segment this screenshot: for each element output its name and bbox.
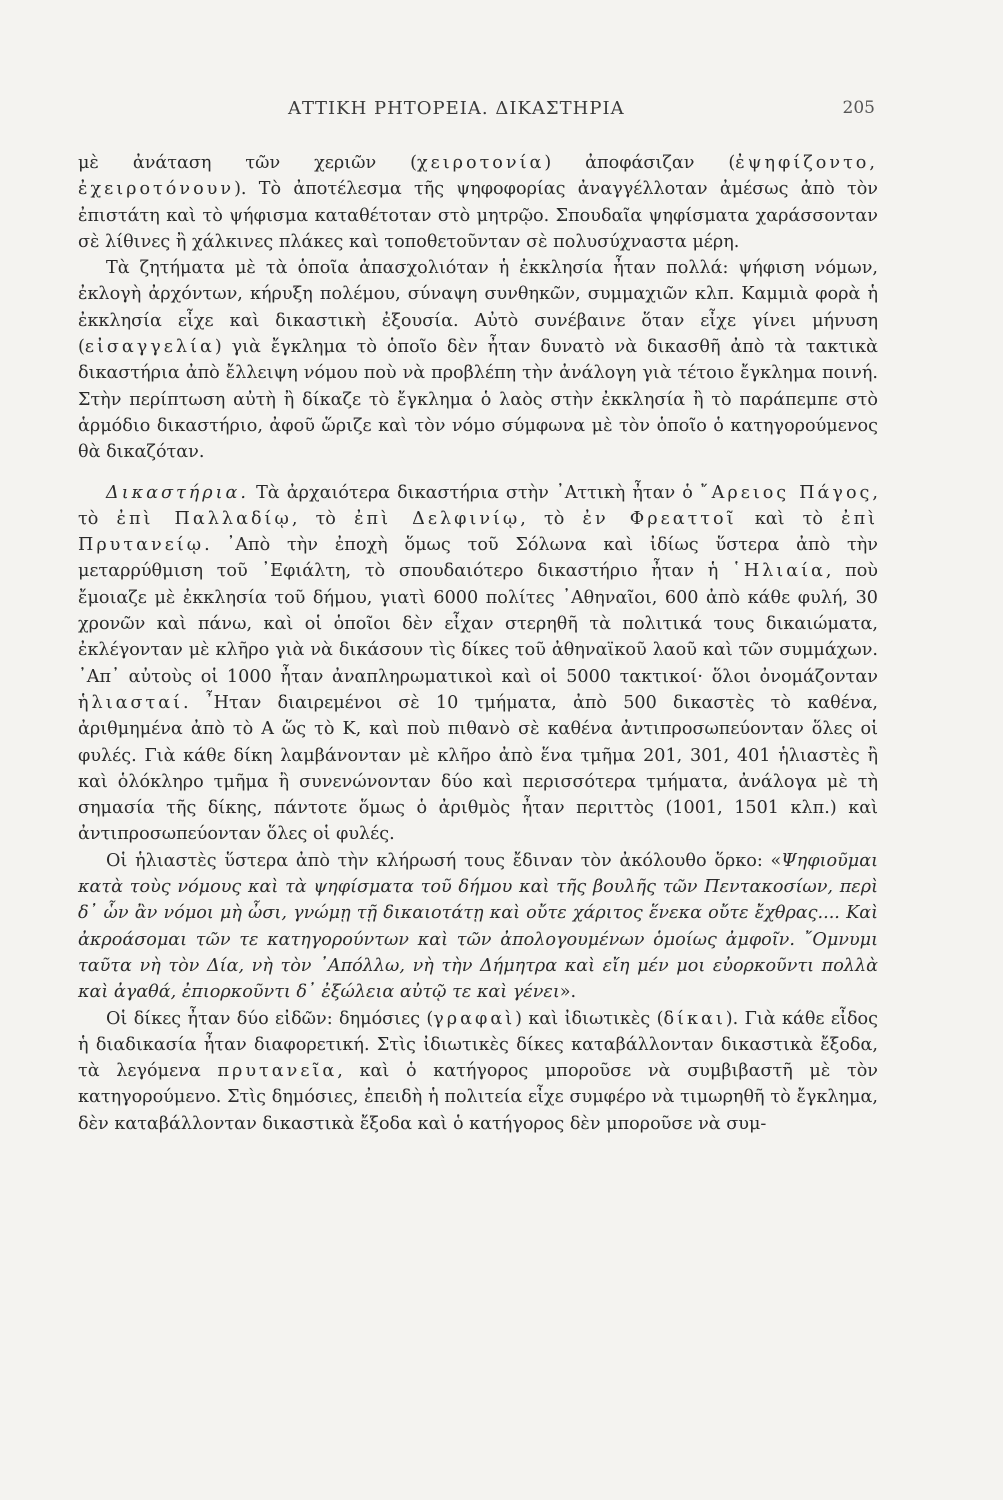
text-segment: ἐψηφίζοντο, ἐχειροτόνουν [78, 153, 878, 200]
text-segment: Οἱ ἡλιαστὲς ὕστερα ἀπὸ τὴν κλήρωσή τους ἔδιναν τὸν ἀκόλουθο ὅρκο: « [106, 850, 782, 871]
text-segment: ἐν Φρεαττοῖ [582, 508, 737, 529]
paragraph-1 [78, 150, 878, 255]
text-segment: χειροτονία [416, 153, 545, 173]
paragraph-4-oath [78, 848, 878, 1006]
text-segment: ) γιὰ ἔγκλημα τὸ ὁποῖο δὲν ἦταν δυνατὸ νὰ δικασθῆ ἀπὸ τὰ τακτικὰ δικαστήρια ἀπὸ ἔλλειψη νόμου ποὺ νὰ προβλέπη τὴν ἀνάλογη γιὰ τέτοιο ἔγκλημα ποινή. Στὴν περίπτωση αὐτὴ ἢ δίκαζε τὸ ἔγκλημα ὁ λαὸς στὴν ἐκκλησία ἢ τὸ παράπεμπε στὸ ἁρμόδιο δικαστήριο, ἀφοῦ ὥριζε καὶ τὸν νόμο σύμφωνα μὲ τὸν ὁποῖο ὁ κατηγορούμενος θὰ δικαζόταν. [78, 337, 878, 463]
text-segment: ἐπὶ Πρυτανείῳ [78, 508, 879, 556]
text-segment: , καὶ ὁ κατήγορος μποροῦσε νὰ συμβιβαστῆ μὲ τὸν κατηγορούμενο. Στὶς δημόσιες, ἐπειδὴ ἡ πολιτεία εἶχε συμφέρο νὰ τιμωρηθῆ τὸ ἔγκλημα, δὲν καταβάλλονταν δικαστικὰ ἔξοδα καὶ ὁ κατήγορος δὲν μποροῦσε νὰ συμ- [78, 1061, 878, 1134]
text-segment: Τὰ ἀρχαιότερα δικαστήρια στὴν ᾽Αττικὴ ἦταν ὁ [249, 482, 700, 503]
page-header [78, 98, 875, 122]
text-segment: , τὸ [520, 508, 583, 529]
running-head: ΑΤΤΙΚΗ ΡΗΤΟΡΕΙΑ. ΔΙΚΑΣΤΗΡΙΑ [288, 98, 625, 119]
text-segment: Δικαστήρια. [106, 482, 250, 503]
text-segment: πρυτανεῖα [217, 1061, 338, 1082]
page-body [78, 150, 878, 1137]
text-segment: ) καὶ ἰδιωτικὲς ( [515, 1008, 664, 1029]
text-segment: , τὸ [78, 482, 878, 529]
text-segment: καὶ τὸ [736, 508, 842, 529]
text-segment: δίκαι [663, 1008, 726, 1029]
text-segment: Τὰ ζητήματα μὲ τὰ ὁποῖα ἀπασχολιόταν ἡ ἐκκλησία ἦταν πολλά: ψήφιση νόμων, ἐκλογὴ ἀρχόντων, κήρυξη πολέμου, σύναψη συνθηκῶν, συμμαχιῶν κλπ. Καμμιὰ φορὰ ἡ ἐκκλησία εἶχε καὶ δικαστικὴ ἐξουσία. Αὐτὸ συνέβαινε ὅταν εἶχε γίνει μήνυση ( [78, 258, 878, 358]
paragraph-2 [78, 255, 878, 465]
text-segment: , ποὺ ἔμοιαζε μὲ ἐκκλησία τοῦ δήμου, γιατὶ 6000 πολίτες ᾽Αθηναῖοι, 600 ἀπὸ κάθε φυλή, 30 χρονῶν καὶ πάνω, καὶ οἱ ὁποῖοι δὲν εἶχαν στερηθῆ τὰ πολιτικά τους δικαιώματα, ἐκλέγονταν μὲ κλῆρο γιὰ νὰ δικάσουν τὶς δίκες τοῦ ἀθηναϊκοῦ λαοῦ καὶ τῶν συμμάχων. ᾽Απ᾽ αὐτοὺς οἱ 1000 ἦταν ἀναπληρωματικοὶ καὶ οἱ 5000 τακτικοί· ὅλοι ὀνομάζονταν [78, 561, 878, 687]
text-segment: εἰσαγγελία [84, 337, 215, 358]
text-segment: ῎Αρειος Πάγος [699, 482, 873, 503]
text-segment: ). Τὸ ἀποτέλεσμα τῆς ψηφοφορίας ἀναγγέλλοταν ἀμέσως ἀπὸ τὸν ἐπιστάτη καὶ τὸ ψήφισμα καταθέτοταν στὸ μητρῷο. Σπουδαῖα ψηφίσματα χαράσσονταν σὲ λίθινες ἢ χάλκινες πλάκες καὶ τοποθετοῦνταν σὲ πολυσύχναστα μέρη. [78, 179, 878, 252]
text-segment: Ψηφιοῦμαι κατὰ τοὺς νόμους καὶ τὰ ψηφίσματα τοῦ δήμου καὶ τῆς βουλῆς τῶν Πεντακοσίων, περὶ δ᾽ ὧν ἂν νόμοι μὴ ὦσι, γνώμῃ τῇ δικαιοτάτῃ καὶ οὔτε χάριτος ἕνεκα οὔτε ἔχθρας.... Καὶ ἀκροάσομαι τῶν τε κατηγορούντων καὶ τῶν ἀπολογουμένων ὁμοίως ἀμφοῖν. ῎Ομνυμι ταῦτα νὴ τὸν Δία, νὴ τὸν ᾽Απόλλω, νὴ τὴν Δήμητρα καὶ εἴη μέν μοι εὐορκοῦντι πολλὰ καὶ ἀγαθά, ἐπιορκοῦντι δ᾽ ἐξώλεια αὐτῷ τε καὶ γένει [78, 850, 878, 1003]
text-segment: ἡλιασταί [78, 692, 183, 713]
text-segment: ). Γιὰ κάθε εἶδος ἡ διαδικασία ἦταν διαφορετική. Στὶς ἰδιωτικὲς δίκες καταβάλλονταν δικαστικὰ ἔξοδα, τὰ λεγόμενα [78, 1008, 878, 1082]
text-segment: γραφαὶ [433, 1008, 516, 1029]
text-segment: μὲ ἀνάταση τῶν χεριῶν ( [78, 153, 417, 173]
text-segment: ῾Ηλιαία [732, 561, 826, 582]
page-number: 205 [842, 98, 875, 118]
text-segment: Οἱ δίκες ἦταν δύο εἰδῶν: δημόσιες ( [106, 1008, 434, 1029]
paragraph-5 [78, 1006, 878, 1137]
text-segment: . ῏Ηταν διαιρεμένοι σὲ 10 τμήματα, ἀπὸ 500 δικαστὲς τὸ καθένα, ἀριθμημένα ἀπὸ τὸ Α ὥς τὸ Κ, καὶ ποὺ πιθανὸ σὲ καθένα ἀντιπροσωπεύονταν ὅλες οἱ φυλές. Γιὰ κάθε δίκη λαμβάνονταν μὲ κλῆρο ἀπὸ ἕνα τμῆμα 201, 301, 401 ἡλιαστὲς ἢ καὶ ὁλόκληρο τμῆμα ἢ συνενώνονταν δύο καὶ περισσότερα τμήματα, ἀνάλογα μὲ τὴ σημασία τῆς δίκης, πάντοτε ὅμως ὁ ἀριθμὸς ἦταν περιττὸς (1001, 1501 κλπ.) καὶ ἀντιπροσωπεύονταν ὅλες οἱ φυλές. [78, 692, 878, 845]
text-segment: ) ἀποφάσιζαν ( [544, 153, 736, 173]
paragraph-3-section-dikastiria [78, 480, 878, 848]
text-segment: ». [559, 982, 577, 1003]
text-segment: , τὸ [291, 508, 355, 529]
text-segment: ἐπὶ Δελφινίῳ [354, 508, 521, 529]
text-segment: ἐπὶ Παλλαδίῳ [116, 508, 292, 529]
text-segment: . ᾽Απὸ τὴν ἐποχὴ ὅμως τοῦ Σόλωνα καὶ ἰδίως ὕστερα ἀπὸ τὴν μεταρρύθμιση τοῦ ᾽Εφιάλτη, τὸ σπουδαιότερο δικαστήριο ἦταν ἡ [78, 535, 878, 582]
